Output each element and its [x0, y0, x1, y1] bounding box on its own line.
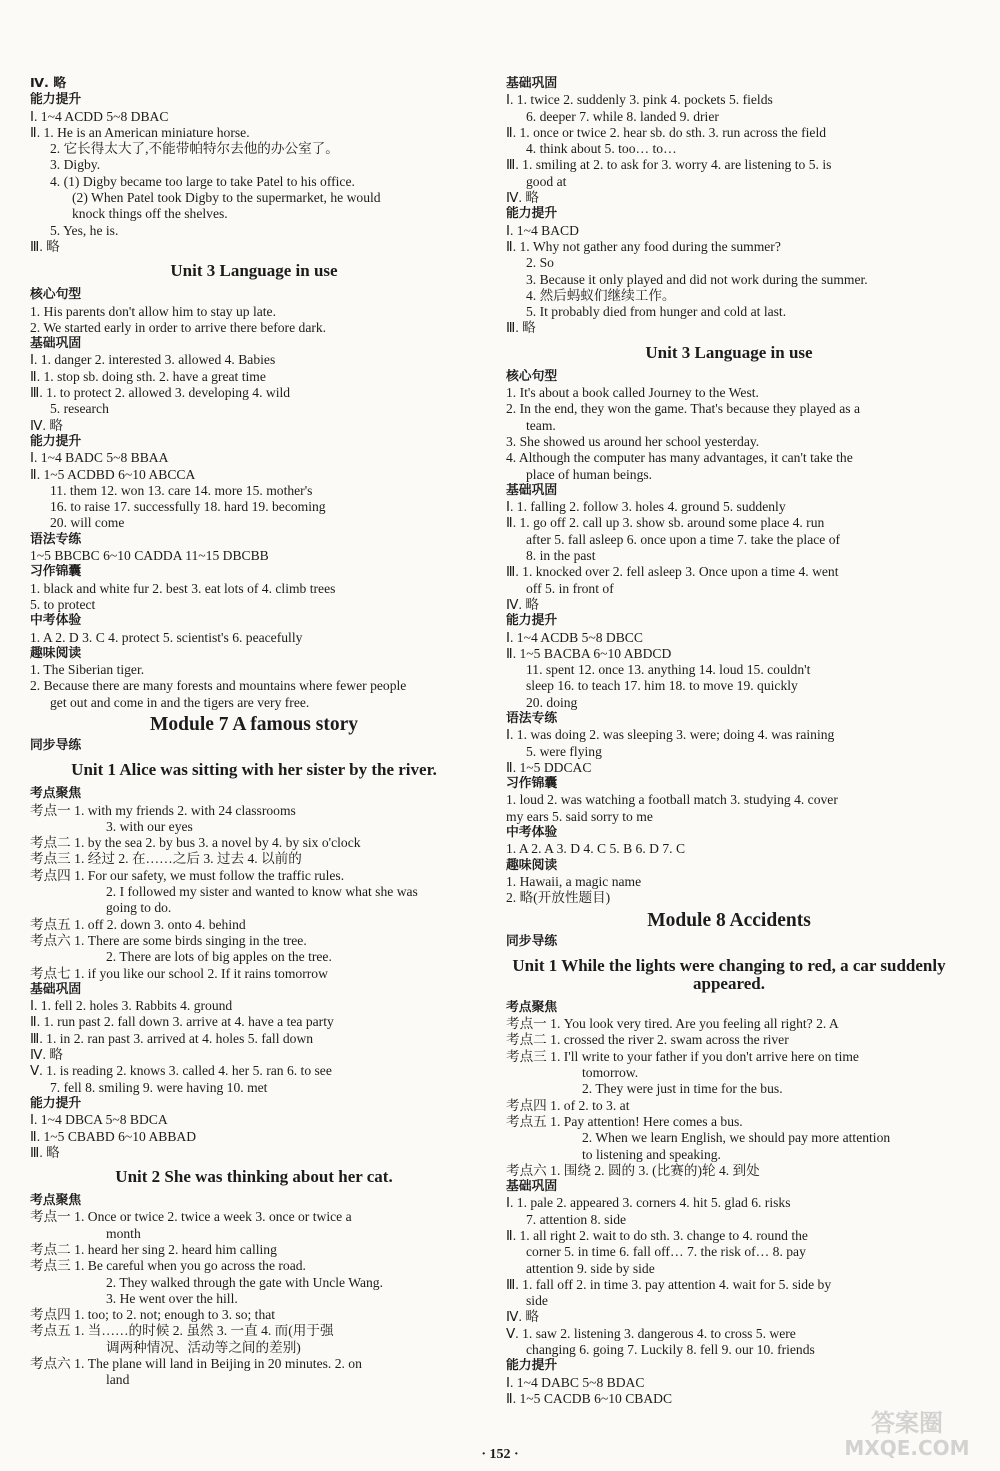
answer-line: 2. When we learn English, we should pay more attention	[582, 1130, 891, 1146]
answer-line: 考点三 1. I'll write to your father if you don't arrive here on time	[506, 1048, 859, 1064]
unit-title: Unit 2 She was thinking about her cat.	[115, 1168, 393, 1187]
section-heading: 考点聚焦	[30, 1193, 82, 1209]
answer-line: 4. think about 5. too… to…	[526, 141, 677, 157]
answer-line: 考点一 1. Once or twice 2. twice a week 3. once or twice a	[30, 1209, 352, 1225]
answer-line: attention 9. side by side	[526, 1260, 655, 1276]
answer-line: Ⅳ. 略	[506, 596, 539, 612]
section-heading: 趣味阅读	[506, 857, 558, 873]
section-heading: 中考体验	[30, 613, 82, 629]
answer-line: 考点三 1. 经过 2. 在……之后 3. 过去 4. 以前的	[30, 851, 302, 867]
answer-line: Ⅱ. 1. He is an American miniature horse.	[30, 124, 250, 140]
answer-line: Ⅰ. 1. danger 2. interested 3. allowed 4. Babies	[30, 352, 276, 368]
answer-line: 考点五 1. Pay attention! Here comes a bus.	[506, 1113, 743, 1129]
unit-title: Unit 3 Language in use	[645, 343, 813, 362]
section-heading: 考点聚焦	[30, 786, 82, 802]
answer-line: Ⅲ. 1. fall off 2. in time 3. pay attention 4. wait for 5. side by	[506, 1276, 832, 1292]
answer-line: 5. were flying	[526, 743, 602, 759]
page-number: · 152 ·	[481, 1447, 519, 1462]
answer-line: 2. They were just in time for the bus.	[582, 1081, 783, 1097]
answer-line: Ⅰ. 1. pale 2. appeared 3. corners 4. hit 5. glad 6. risks	[506, 1195, 791, 1211]
section-heading: 能力提升	[30, 92, 82, 108]
watermark-logo	[832, 1401, 982, 1461]
answer-line: 1. His parents don't allow him to stay up late.	[30, 303, 276, 319]
answer-line: Ⅰ. 1. twice 2. suddenly 3. pink 4. pockets 5. fields	[506, 92, 773, 108]
answer-line: to listening and speaking.	[582, 1146, 721, 1162]
answer-line: 1. A 2. A 3. D 4. C 5. B 6. D 7. C	[506, 841, 686, 857]
answer-line: 11. spent 12. once 13. anything 14. loud 15. couldn't	[526, 662, 811, 678]
answer-line: 3. He went over the hill.	[106, 1290, 238, 1306]
answer-line: 5. to protect	[30, 596, 96, 612]
section-heading: 同步导练	[506, 933, 558, 949]
answer-line: 2. 它长得太大了,不能带帕特尔去他的办公室了。	[50, 141, 339, 157]
answer-line: Ⅱ. 1. stop sb. doing sth. 2. have a great time	[30, 368, 266, 384]
answer-line: 考点六 1. There are some birds singing in the tree.	[30, 932, 307, 948]
answer-line: knock things off the shelves.	[72, 206, 228, 222]
section-heading: 能力提升	[506, 613, 558, 629]
section-heading: 中考体验	[506, 825, 558, 841]
answer-line: 2. In the end, they won the game. That's because they played as a	[506, 401, 861, 417]
answer-line: good at	[526, 173, 567, 189]
answer-line: 2. We started early in order to arrive there before dark.	[30, 319, 327, 335]
section-heading: 趣味阅读	[30, 645, 82, 661]
answer-line: Ⅱ. 1~5 CBABD 6~10 ABBAD	[30, 1128, 197, 1144]
answer-line: Ⅳ. 略	[30, 417, 63, 433]
answer-line: 考点二 1. crossed the river 2. swam across the river	[506, 1032, 789, 1048]
answer-line: after 5. fall asleep 6. once upon a time 7. take the place of	[526, 531, 841, 547]
answer-line: 考点一 1. You look very tired. Are you feeling all right? 2. A	[506, 1016, 839, 1032]
answer-line: Ⅱ. 1~5 DDCAC	[506, 759, 592, 775]
answer-line: 20. will come	[50, 515, 125, 531]
answer-line: Ⅲ. 略	[506, 320, 536, 336]
answer-line: 6. deeper 7. while 8. landed 9. drier	[526, 108, 719, 124]
left-column	[30, 76, 478, 1389]
section-heading: Ⅳ. 略	[30, 76, 67, 91]
section-heading: 核心句型	[506, 368, 558, 384]
answer-line: 4. Although the computer has many advantages, it can't take the	[506, 450, 853, 466]
answer-line: Ⅴ. 1. is reading 2. knows 3. called 4. her 5. ran 6. to see	[30, 1063, 332, 1079]
answer-line: 5. Yes, he is.	[50, 222, 119, 238]
section-heading: 习作锦囊	[506, 776, 558, 792]
answer-line: 考点四 1. For our safety, we must follow the traffic rules.	[30, 867, 345, 883]
answer-line: Ⅰ. 1. fell 2. holes 3. Rabbits 4. ground	[30, 998, 233, 1014]
answer-line: 7. attention 8. side	[526, 1211, 627, 1227]
answer-line: Ⅳ. 略	[506, 190, 539, 206]
answer-line: off 5. in front of	[526, 580, 614, 596]
answer-line: 考点四 1. too; to 2. not; enough to 3. so; that	[30, 1307, 276, 1323]
section-heading: 习作锦囊	[30, 564, 82, 580]
right-column	[506, 76, 952, 1407]
section-heading: 核心句型	[30, 287, 82, 303]
section-heading: 能力提升	[506, 206, 558, 222]
answer-line: Ⅲ. 1. in 2. ran past 3. arrived at 4. holes 5. fall down	[30, 1030, 314, 1046]
answer-line: sleep 16. to teach 17. him 18. to move 19. quickly	[526, 678, 798, 694]
answer-line: 调两种情况、活动等之间的差别)	[106, 1339, 301, 1355]
answer-line: Ⅰ. 1~4 DBCA 5~8 BDCA	[30, 1112, 168, 1128]
answer-line: corner 5. in time 6. fall off… 7. the risk of… 8. pay	[526, 1244, 806, 1260]
answer-line: 1. loud 2. was watching a football match 3. studying 4. cover	[506, 792, 838, 808]
answer-line: 1. black and white fur 2. best 3. eat lots of 4. climb trees	[30, 580, 336, 596]
answer-line: side	[526, 1293, 548, 1309]
answer-line: 考点六 1. The plane will land in Beijing in 20 minutes. 2. on	[30, 1356, 362, 1372]
answer-line: Ⅰ. 1. falling 2. follow 3. holes 4. ground 5. suddenly	[506, 499, 786, 515]
watermark-line1: 答案圈	[871, 1409, 943, 1437]
answer-line: 11. them 12. won 13. care 14. more 15. mother's	[50, 482, 313, 498]
answer-line: 考点四 1. of 2. to 3. at	[506, 1097, 630, 1113]
answer-line: 考点三 1. Be careful when you go across the road.	[30, 1258, 306, 1274]
module-title: Module 7 A famous story	[149, 714, 358, 735]
answer-line: 8. in the past	[526, 548, 596, 564]
answer-line: 3. Because it only played and did not work during the summer.	[526, 271, 868, 287]
answer-line: 1~5 BBCBC 6~10 CADDA 11~15 DBCBB	[30, 548, 269, 564]
answer-line: 考点五 1. off 2. down 3. onto 4. behind	[30, 916, 246, 932]
answer-line: Ⅱ. 1. Why not gather any food during the summer?	[506, 238, 781, 254]
unit-title: Unit 1 While the lights were changing to red, a car suddenly appeared.	[512, 956, 946, 993]
answer-line: 1. It's about a book called Journey to the West.	[506, 385, 759, 401]
answer-line: Ⅱ. 1. once or twice 2. hear sb. do sth. 3. run across the field	[506, 124, 827, 140]
module-title: Module 8 Accidents	[647, 910, 811, 931]
answer-line: place of human beings.	[526, 466, 653, 482]
answer-line: 考点七 1. if you like our school 2. If it rains tomorrow	[30, 965, 328, 981]
section-heading: 基础巩固	[506, 1179, 558, 1195]
answer-line: Ⅱ. 1. run past 2. fall down 3. arrive at 4. have a tea party	[30, 1014, 334, 1030]
answer-line: Ⅰ. 1~4 DABC 5~8 BDAC	[506, 1374, 645, 1390]
section-heading: 同步导练	[30, 737, 82, 753]
answer-line: Ⅳ. 略	[30, 1047, 63, 1063]
answer-line: 考点五 1. 当……的时候 2. 虽然 3. 一直 4. 而(用于强	[30, 1323, 334, 1339]
answer-line: Ⅱ. 1~5 ACDBD 6~10 ABCCA	[30, 466, 196, 482]
answer-line: Ⅰ. 1. was doing 2. was sleeping 3. were; doing 4. was raining	[506, 727, 835, 743]
answer-line: Ⅳ. 略	[506, 1309, 539, 1325]
answer-line: 考点二 1. heard her sing 2. heard him calling	[30, 1242, 277, 1257]
section-heading: 基础巩固	[30, 336, 82, 352]
section-heading: 能力提升	[30, 433, 82, 449]
unit-title: Unit 1 Alice was sitting with her sister by the river.	[71, 761, 437, 780]
answer-line: 4. (1) Digby became too large to take Patel to his office.	[50, 173, 355, 189]
answer-line: 20. doing	[526, 694, 578, 710]
answer-line: 3. Digby.	[50, 157, 101, 173]
answer-line: Ⅱ. 1~5 CACDB 6~10 CBADC	[506, 1390, 673, 1406]
answer-line: 1. The Siberian tiger.	[30, 662, 145, 678]
answer-line: Ⅴ. 1. saw 2. listening 3. dangerous 4. to cross 5. were	[506, 1325, 796, 1341]
section-heading: 基础巩固	[506, 482, 558, 498]
answer-line: 2. Because there are many forests and mountains where fewer people	[30, 678, 407, 694]
answer-line: land	[106, 1372, 130, 1388]
answer-line: 2. There are lots of big apples on the tree.	[106, 949, 332, 965]
answer-line: Ⅱ. 1~5 BACBA 6~10 ABDCD	[506, 645, 672, 661]
answer-line: 2. I followed my sister and wanted to know what she was	[106, 884, 418, 900]
answer-line: 2. So	[526, 255, 554, 271]
watermark-line2: MXQE.COM	[844, 1436, 970, 1460]
answer-line: my ears 5. said sorry to me	[506, 808, 653, 824]
answer-line: 3. with our eyes	[106, 818, 193, 834]
section-heading: 能力提升	[506, 1358, 558, 1374]
answer-line: 5. It probably died from hunger and cold at last.	[526, 304, 787, 320]
unit-title: Unit 3 Language in use	[170, 262, 338, 281]
answer-line: get out and come in and the tigers are very free.	[50, 694, 310, 710]
answer-line: Ⅲ. 1. to protect 2. allowed 3. developing 4. wild	[30, 385, 291, 401]
answer-line: changing 6. going 7. Luckily 8. fell 9. our 10. friends	[526, 1342, 815, 1358]
answer-line: 7. fell 8. smiling 9. were having 10. met	[50, 1079, 268, 1095]
answer-line: 2. 略(开放性题目)	[506, 890, 611, 906]
answer-line: 1. A 2. D 3. C 4. protect 5. scientist's 6. peacefully	[30, 629, 303, 645]
answer-line: going to do.	[106, 900, 172, 916]
answer-line: 考点六 1. 围绕 2. 圆的 3. (比赛的)轮 4. 到处	[506, 1162, 760, 1178]
answer-line: Ⅰ. 1~4 ACDB 5~8 DBCC	[506, 629, 643, 645]
answer-line: 16. to raise 17. successfully 18. hard 19. becoming	[50, 499, 326, 515]
answer-line: Ⅲ. 1. knocked over 2. fell asleep 3. Once upon a time 4. went	[506, 564, 839, 580]
answer-line: 考点二 1. by the sea 2. by bus 3. a novel by 4. by six o'clock	[30, 835, 361, 851]
section-heading: 考点聚焦	[506, 999, 558, 1015]
answer-line: 3. She showed us around her school yesterday.	[506, 433, 760, 449]
section-heading: 能力提升	[30, 1095, 82, 1111]
answer-line: Ⅲ. 1. smiling at 2. to ask for 3. worry 4. are listening to 5. is	[506, 157, 832, 173]
answer-line: Ⅱ. 1. all right 2. wait to do sth. 3. change to 4. round the	[506, 1228, 808, 1243]
section-heading: 基础巩固	[30, 981, 82, 997]
answer-line: Ⅰ. 1~4 ACDD 5~8 DBAC	[30, 108, 169, 124]
answer-line: Ⅰ. 1~4 BACD	[506, 222, 579, 238]
answer-line: 5. research	[50, 401, 109, 417]
answer-line: 考点一 1. with my friends 2. with 24 classrooms	[30, 802, 296, 818]
answer-line: Ⅲ. 略	[30, 238, 60, 254]
answer-line: 4. 然后蚂蚁们继续工作。	[526, 287, 676, 303]
answer-line: 2. They walked through the gate with Uncle Wang.	[106, 1274, 384, 1290]
answer-line: 1. Hawaii, a magic name	[506, 873, 642, 889]
answer-line: Ⅰ. 1~4 BADC 5~8 BBAA	[30, 450, 169, 466]
answer-line: month	[106, 1225, 141, 1241]
answer-line: Ⅲ. 略	[30, 1144, 60, 1160]
answer-line: (2) When Patel took Digby to the supermarket, he would	[72, 190, 381, 206]
section-heading: 基础巩固	[506, 76, 558, 91]
section-heading: 语法专练	[30, 531, 82, 547]
answer-line: tomorrow.	[582, 1065, 639, 1081]
section-heading: 语法专练	[506, 710, 558, 726]
answer-line: Ⅱ. 1. go off 2. call up 3. show sb. around some place 4. run	[506, 515, 825, 531]
answer-line: team.	[526, 417, 556, 433]
